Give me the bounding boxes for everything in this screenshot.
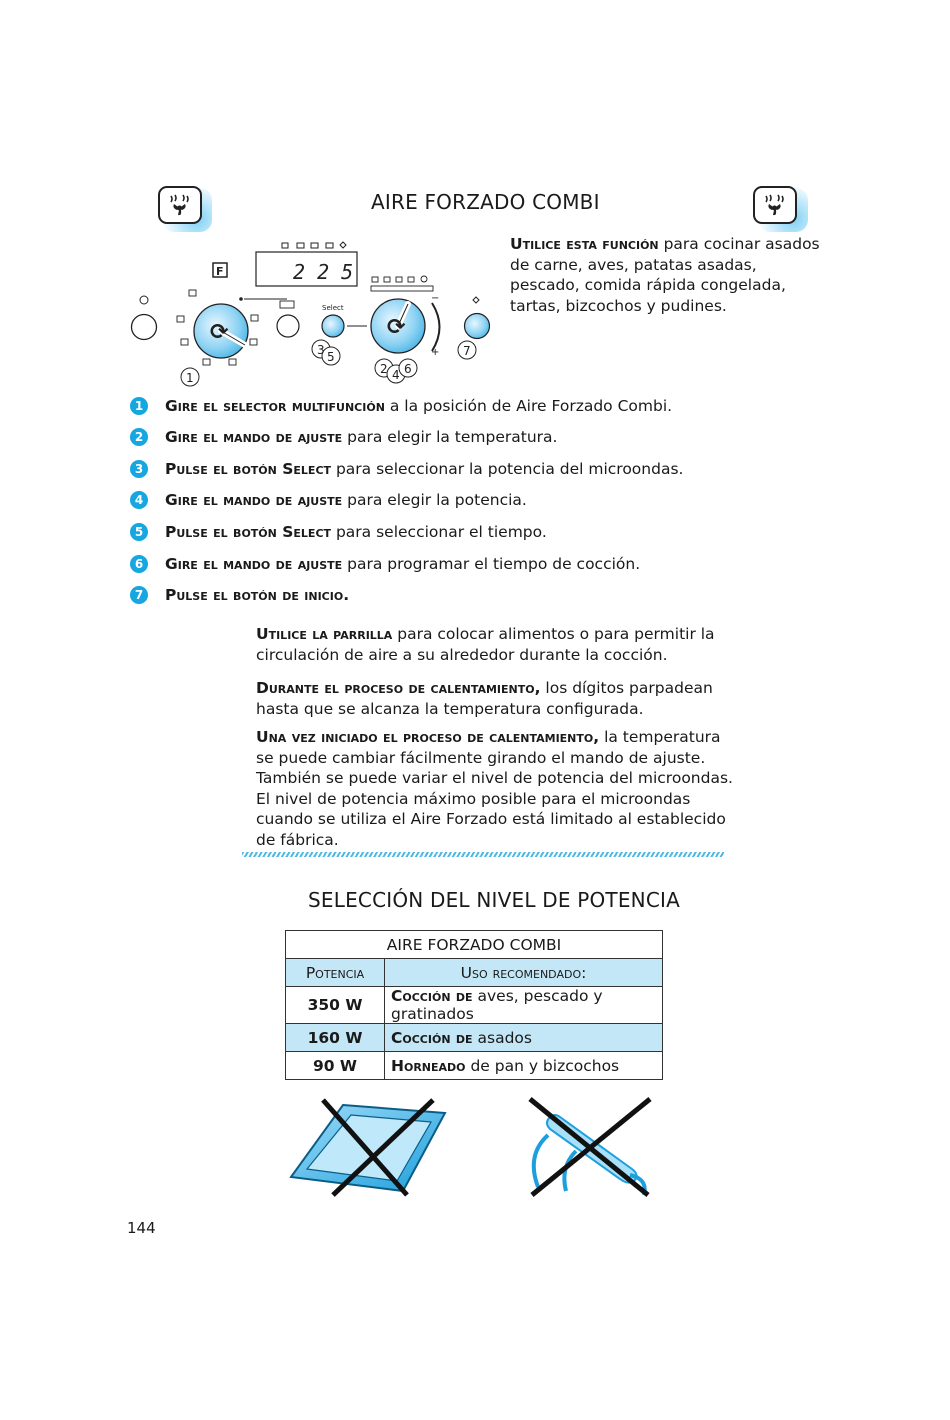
top-indicator-icons <box>282 242 346 248</box>
step-number: 4 <box>130 491 148 509</box>
note-lead: Una vez iniciado el proceso de calentamiento, <box>256 728 600 746</box>
step-lead: Gire el mando de ajuste <box>165 491 343 509</box>
crossed-roasting-rack-icon <box>520 1095 660 1200</box>
page-number: 144 <box>127 1219 156 1237</box>
step-number: 5 <box>130 523 148 541</box>
use-cell <box>385 1024 663 1052</box>
note-lead: Utilice la parrilla <box>256 625 393 643</box>
section-divider <box>242 852 724 857</box>
use-cell <box>385 1052 663 1080</box>
note-after-start <box>256 727 742 850</box>
note-grill <box>256 624 716 665</box>
step-number: 1 <box>130 397 148 415</box>
control-panel-diagram <box>125 235 510 395</box>
step-text: para elegir la potencia. <box>342 491 527 509</box>
f-label: F <box>216 265 224 278</box>
crossed-baking-tray-icon <box>285 1095 455 1200</box>
use-text: de pan y bizcochos <box>465 1056 620 1075</box>
table-row <box>286 1052 663 1080</box>
step-lead: Pulse el botón de inicio. <box>165 586 350 604</box>
callout-5: 5 <box>327 350 335 364</box>
fan-function-icon <box>753 186 797 224</box>
use-text: aves, pescado y gratinados <box>391 987 603 1023</box>
step-text: a la posición de Aire Forzado Combi. <box>384 397 673 415</box>
intro-lead: Utilice esta función <box>510 235 659 253</box>
callout-4: 4 <box>392 368 400 382</box>
fan-function-icon <box>158 186 202 224</box>
callout-1: 1 <box>186 371 194 385</box>
svg-text:⟳: ⟳ <box>210 320 229 345</box>
step-number: 3 <box>130 460 148 478</box>
step-lead: Gire el mando de ajuste <box>165 428 343 446</box>
note-text: la temperatura se puede cambiar fácilmente girando el mando de ajuste. También se puede variar el nivel de potencia del microondas. El nivel de potencia máximo posible para el microondas cuando se utiliza el Aire Forzado está limitado al establecido de fábrica. <box>256 728 733 849</box>
svg-text:+: + <box>431 347 440 358</box>
page-title: AIRE FORZADO COMBI <box>371 190 600 214</box>
table-header-use: Uso recomendado: <box>385 959 663 987</box>
intro-paragraph <box>510 234 822 316</box>
power-table <box>285 930 663 1080</box>
section-title: SELECCIÓN DEL NIVEL DE POTENCIA <box>308 888 680 912</box>
note-text: para colocar alimentos o para permitir la circulación de aire a su alrededor durante la cocción. <box>256 625 715 664</box>
power-value: 350 W <box>286 987 385 1024</box>
step-text: para elegir la temperatura. <box>342 428 558 446</box>
table-caption: AIRE FORZADO COMBI <box>286 931 663 959</box>
callout-7: 7 <box>463 344 471 358</box>
use-cell <box>385 987 663 1024</box>
table-row <box>286 987 663 1024</box>
use-lead: Cocción de <box>391 1028 473 1047</box>
note-lead: Durante el proceso de calentamiento, <box>256 679 541 697</box>
start-button <box>465 314 490 339</box>
step-lead: Gire el selector multifunción <box>165 397 385 415</box>
display-value: 2 2 5 <box>293 260 354 284</box>
step-lead: Gire el mando de ajuste <box>165 555 343 573</box>
table-row <box>286 1024 663 1052</box>
step-lead: Pulse el botón Select <box>165 523 332 541</box>
step-text: para programar el tiempo de cocción. <box>342 555 641 573</box>
step-text: para seleccionar el tiempo. <box>331 523 547 541</box>
middle-button <box>277 315 299 337</box>
step-text: para seleccionar la potencia del microondas. <box>331 460 684 478</box>
callout-2: 2 <box>380 362 388 376</box>
select-label: Select <box>322 304 344 312</box>
power-button <box>132 315 157 340</box>
display-function-icons <box>371 276 433 291</box>
power-value: 90 W <box>286 1052 385 1080</box>
use-text: asados <box>472 1028 532 1047</box>
note-preheating <box>256 678 740 719</box>
note-text: los dígitos parpadean hasta que se alcanza la temperatura configurada. <box>256 679 713 718</box>
step-lead: Pulse el botón Select <box>165 460 332 478</box>
power-value: 160 W <box>286 1024 385 1052</box>
step-number: 7 <box>130 586 148 604</box>
callout-3: 3 <box>317 343 325 357</box>
svg-text:⟳: ⟳ <box>387 315 406 340</box>
svg-text:−: − <box>431 293 440 304</box>
table-header-power: Potencia <box>286 959 385 987</box>
step-number: 6 <box>130 555 148 573</box>
callout-6: 6 <box>404 362 412 376</box>
select-button <box>322 315 344 337</box>
use-lead: Horneado <box>391 1056 466 1075</box>
step-number: 2 <box>130 428 148 446</box>
use-lead: Cocción de <box>391 987 473 1005</box>
intro-text: para cocinar asados de carne, aves, patatas asadas, pescado, comida rápida congelada, tartas, bizcochos y pudines. <box>510 235 820 315</box>
